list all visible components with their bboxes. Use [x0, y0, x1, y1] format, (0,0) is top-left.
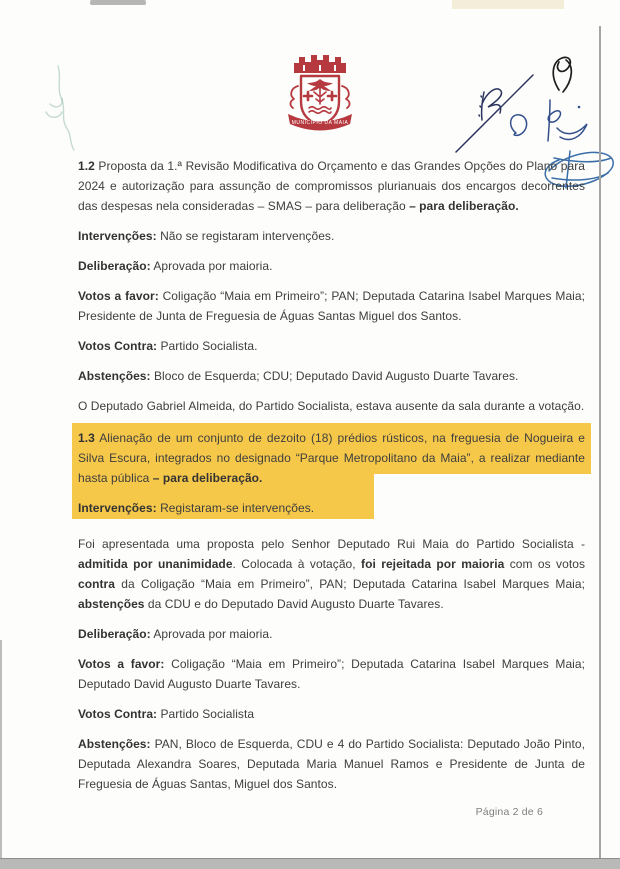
- deliberation-row: [78, 256, 585, 276]
- crest-scroll-right: [342, 86, 350, 108]
- row-value: Coligação “Maia em Primeiro”; PAN; Deputada Catarina Isabel Marques Maia; Presidente de Junta de Freguesia de Águas Santas Miguel dos Santos.: [78, 289, 586, 323]
- row-value: Registaram-se intervenções.: [156, 501, 315, 515]
- row-label: Votos Contra:: [78, 339, 158, 353]
- row-value: PAN, Bloco de Esquerda, CDU e 4 do Partido Socialista: Deputado João Pinto, Deputada Alexandra Soares, Deputada Maria Manuel Ramos e Presidente de Junta de Freguesia de Águas Santas, Miguel dos Santos.: [78, 737, 585, 791]
- row-label: Abstenções:: [78, 737, 151, 751]
- item-text: Proposta da 1.ª Revisão Modificativa do Orçamento e das Grandes Opções do Plano para 2024 e autorização para assunção de compromissos plurianuais dos encargos decorrentes das despesas nela consideradas – SMAS – para deliberação: [78, 159, 585, 213]
- row-value: Não se registaram intervenções.: [156, 229, 335, 243]
- row-label: Votos a favor:: [78, 657, 165, 671]
- row-value: Aprovada por maioria.: [150, 627, 273, 641]
- row-value: Aprovada por maioria.: [150, 259, 273, 273]
- interventions-row: [78, 498, 585, 518]
- crest-waves: [309, 107, 331, 114]
- deliberation-row: [78, 624, 585, 644]
- run: foi rejeitada por maioria: [361, 557, 505, 571]
- crest-cross-left: [304, 92, 312, 100]
- run: Foi apresentada uma proposta pelo Senhor Deputado Rui Maia do Partido Socialista -: [78, 537, 585, 551]
- abstentions-row: [78, 366, 585, 386]
- item-bold-tail: – para deliberação.: [152, 471, 263, 485]
- run: da Coligação “Maia em Primeiro”, PAN; Deputada Catarina Isabel Marques Maia;: [114, 577, 585, 591]
- row-label: Intervenções:: [78, 229, 157, 243]
- votes-against-row: [78, 704, 585, 724]
- proposal-paragraph: [78, 534, 585, 614]
- run: . Colocada à votação,: [232, 557, 362, 571]
- row-value: Coligação “Maia em Primeiro”; Deputada Catarina Isabel Marques Maia; Deputado David Augusto Duarte Tavares.: [78, 657, 586, 691]
- row-label: Abstenções:: [78, 369, 151, 383]
- page-edge-bottom: [0, 858, 620, 869]
- run: contra: [78, 577, 115, 591]
- scan-discoloration: [452, 0, 564, 9]
- crest-banner-text: MUNICÍPIO DA MAIA: [291, 120, 349, 126]
- handwritten-signature-black: [553, 57, 571, 92]
- page-number: Página 2 de 6: [475, 806, 543, 818]
- run: admitida por unanimidade: [78, 557, 233, 571]
- maia-crest-icon: [275, 46, 365, 140]
- scan-artifact-mark: [90, 0, 146, 5]
- abstentions-row: [78, 734, 585, 794]
- item-bold-tail: – para deliberação.: [409, 199, 519, 213]
- item-text: Alienação de um conjunto de dezoito (18) prédios rústicos, na freguesia de Nogueira e Silva Escura, integrados no designado “Parque Metropolitano da Maia”, a realizar mediante hasta pública: [78, 431, 585, 485]
- item-number: 1.3: [78, 431, 95, 445]
- crest-cross-right: [328, 92, 336, 100]
- interventions-row: [78, 226, 585, 246]
- crest-plant: [314, 90, 326, 104]
- run: abstenções: [78, 597, 145, 611]
- highlighted-section-1-3: [78, 428, 585, 518]
- row-label: Votos Contra:: [78, 707, 158, 721]
- row-label: Deliberação:: [78, 259, 151, 273]
- agenda-item-1-3: [78, 428, 585, 488]
- votes-against-row: [78, 336, 585, 356]
- item-number: 1.2: [78, 159, 95, 173]
- run: com os votos: [504, 557, 585, 571]
- votes-favor-row: [78, 654, 585, 694]
- handwritten-signature-blue: [511, 100, 587, 141]
- row-label: Votos a favor:: [78, 289, 159, 303]
- absence-note: O Deputado Gabriel Almeida, do Partido Socialista, estava ausente da sala durante a votação.: [78, 399, 585, 413]
- document-text: [78, 156, 585, 804]
- agenda-item-1-2: [78, 156, 585, 216]
- row-value: Partido Socialista: [157, 707, 255, 721]
- page-edge-right: [599, 26, 601, 858]
- row-label: Intervenções:: [78, 501, 157, 515]
- row-label: Deliberação:: [78, 627, 151, 641]
- page-edge-left: [0, 640, 2, 858]
- row-value: Partido Socialista.: [157, 339, 258, 353]
- crest-scroll-left: [290, 86, 298, 108]
- run: da CDU e do Deputado David Augusto Duarte Tavares.: [144, 597, 444, 611]
- votes-favor-row: [78, 286, 585, 326]
- handwritten-signature-navy: [456, 75, 533, 152]
- faint-pen-mark: [36, 60, 88, 170]
- row-value: Bloco de Esquerda; CDU; Deputado David Augusto Duarte Tavares.: [150, 369, 519, 383]
